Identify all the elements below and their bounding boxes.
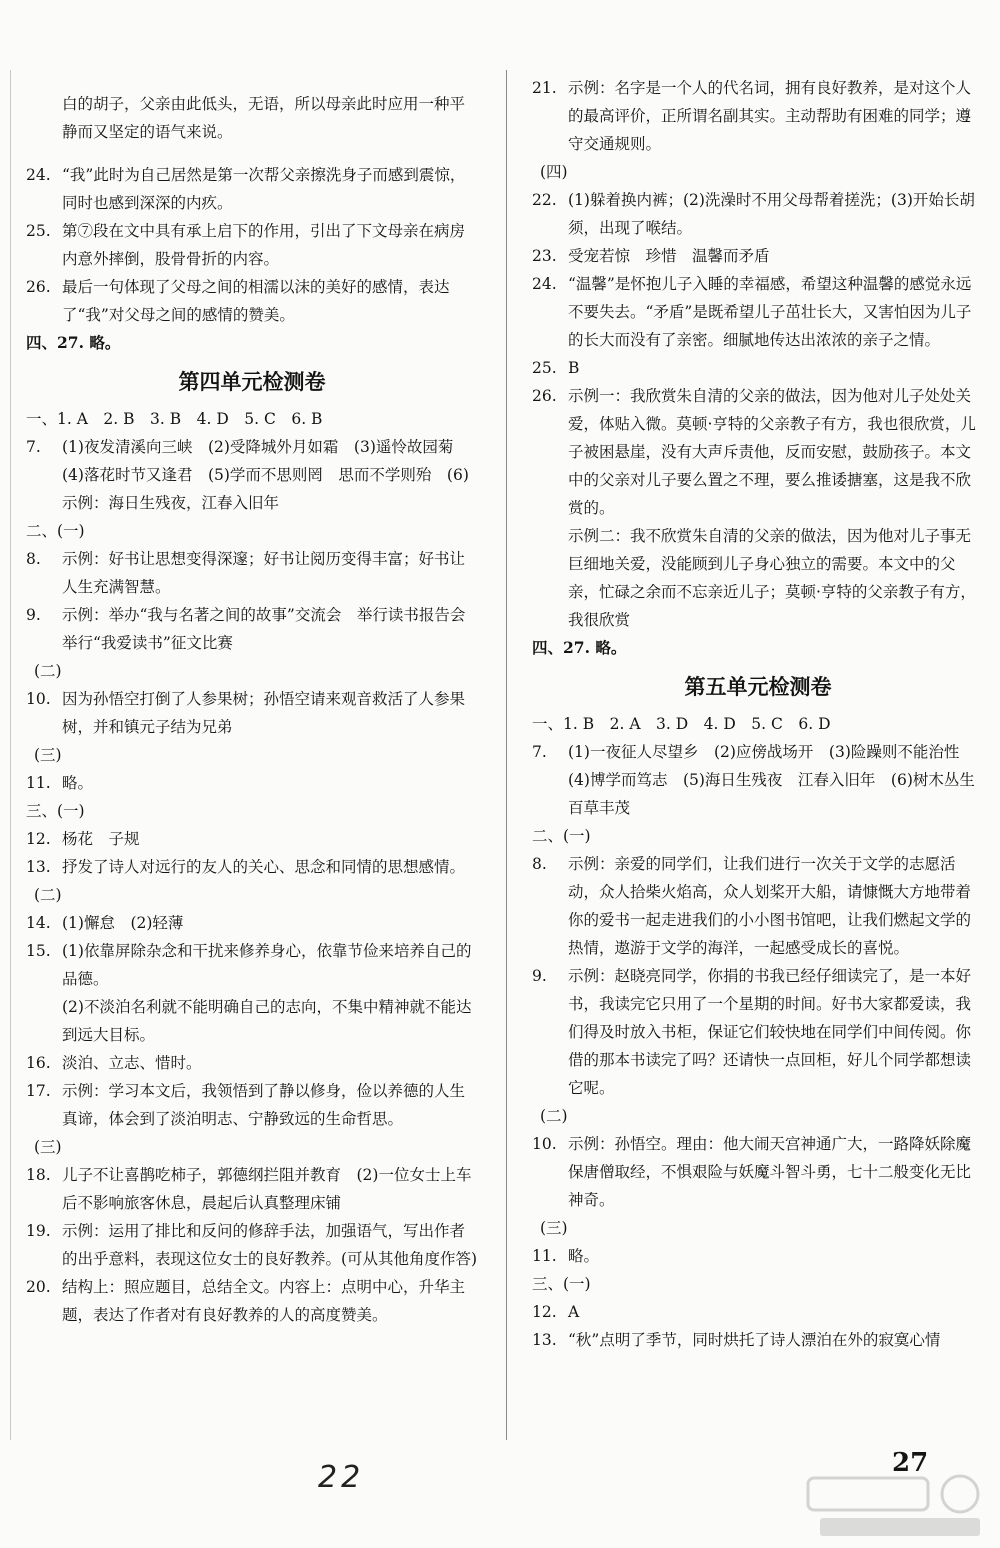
unit-5-title: 第五单元检测卷 (684, 675, 832, 699)
unit4-answer-17: 17. 示例：学习本文后，我领悟到了静以修身，俭以养德的人生真谛，体会到了淡泊明志、宁静致远的生命哲思。 (26, 1082, 466, 1128)
unit4-answer-18: 18. 儿子不让喜鹊吃柿子，郭德纲拦阻并教育 (2)一位女士上车后不影响旅客休息，晨起后认真整理床铺 (26, 1166, 472, 1212)
answer-number: 26. (26, 278, 51, 296)
answer-text: 第⑦段在文中具有承上启下的作用，引出了下文母亲在病房内意外摔倒，股骨骨折的内容。 (62, 222, 466, 268)
watermark-logo (800, 1468, 990, 1542)
subsection-4: (四) (540, 163, 568, 181)
unit4-answer-15: 15. (1)依靠屏除杂念和干扰来修养身心，依靠节俭来培养自己的品德。 (26, 942, 472, 988)
answer-21: 21. 示例：名字是一个人的代名词，拥有良好教养，是对这个人的最高评价，正所谓名副其实。主动帮助有困难的同学；遵守交通规则。 (532, 79, 972, 153)
unit5-answer-13: 13. “秋”点明了季节，同时烘托了诗人漂泊在外的寂寞心情 (532, 1331, 941, 1349)
answer-text: “我”此时为自己居然是第一次帮父亲擦洗身子而感到震惊，同时也感到深深的内疚。 (62, 166, 466, 212)
unit4-answer-10: 10. 因为孙悟空打倒了人参果树；孙悟空请来观音救活了人参果树，并和镇元子结为兄弟 (26, 690, 466, 736)
unit4-answer-15-part-2: (2)不淡泊名利就不能明确自己的志向，不集中精神就不能达到远大目标。 (62, 998, 472, 1044)
unit4-section-3-sub-3: (三) (34, 1138, 62, 1156)
left-column (26, 74, 481, 1329)
unit5-multiple-choice: 一、1. B 2. A 3. D 4. D 5. C 6. D (532, 715, 831, 733)
answer-text: 最后一句体现了父母之间的相濡以沫的美好的感情，表达了“我”对父母之间的感情的赞美。 (62, 278, 450, 324)
unit4-answer-9: 9. 示例：举办“我与名著之间的故事”交流会 举行读书报告会 举行“我爱读书”征文比赛 (26, 606, 481, 652)
answer-23: 23. 受宠若惊 珍惜 温馨而矛盾 (532, 247, 770, 265)
answer-22: 22. (1)躲着换内裤；(2)洗澡时不用父母帮着搓洗；(3)开始长胡须，出现了喉结。 (532, 191, 975, 237)
unit4-answer-8: 8. 示例：好书让思想变得深邃；好书让阅历变得丰富；好书让人生充满智慧。 (26, 550, 466, 596)
unit5-section-3: 三、(一) (532, 1275, 591, 1293)
right-column (532, 74, 991, 1354)
unit4-answer-20: 20. 结构上：照应题目，总结全文。内容上：点明中心，升华主题，表达了作者对有良好教养的人的高度赞美。 (26, 1278, 466, 1324)
handwritten-page-mark: 22 (318, 1460, 365, 1495)
answer-25: 25. B (532, 359, 580, 377)
unit5-subsection-2: (二) (540, 1107, 568, 1125)
unit4-subsection-2: (二) (34, 662, 62, 680)
answer-26-example-2: 示例二：我不欣赏朱自清的父亲的做法，因为他对儿子事无巨细地关爱，没能顾到儿子身心独立的需要。本文中的父亲，忙碌之余而不忘亲近儿子；莫顿·亨特的父亲教子有方，我很欣赏 (568, 527, 976, 629)
unit5-answer-9: 9. 示例：赵晓亮同学，你捐的书我已经仔细读完了，是一本好书，我读完它只用了一个星期的时间。好书大家都爱读，我们得及时放入书柜，保证它们较快地在同学们中间传阅。你借的那本书读完了吗？还请快一点回柜，好儿个同学都想读它呢。 (532, 967, 972, 1097)
unit-4-title: 第四单元检测卷 (178, 370, 326, 394)
answer-24: 24. “温馨”是怀抱儿子入睡的幸福感，希望这种温馨的感觉永远不要失去。“矛盾”是既希望儿子茁壮长大，又害怕因为儿子的长大而没有了亲密。细腻地传达出浓浓的亲子之情。 (532, 275, 972, 349)
unit4-section-2: 二、(一) (26, 522, 85, 540)
unit4-answer-13: 13. 抒发了诗人对远行的友人的关心、思念和同情的思想感情。 (26, 858, 466, 876)
answer-number: 25. (26, 222, 51, 240)
unit4-answer-7: 7. (1)夜发清溪向三峡 (2)受降城外月如霜 (3)遥怜故园菊 (4)落花时节又逢君 (5)学而不思则罔 思而不学则殆 (6)示例：海日生残夜，江春入旧年 (26, 438, 469, 512)
answer-number: 24. (26, 166, 51, 184)
unit5-answer-12: 12. A (532, 1303, 580, 1321)
unit5-section-2: 二、(一) (532, 827, 591, 845)
left-margin-rule (10, 70, 11, 1440)
unit5-answer-11: 11. 略。 (532, 1247, 600, 1265)
answer-25 (26, 217, 478, 273)
unit4-answer-19: 19. 示例：运用了排比和反问的修辞手法，加强语气，写出作者的出乎意料，表现这位女士的良好教养。(可从其他角度作答) (26, 1222, 478, 1268)
answer-26 (26, 273, 478, 329)
answer-26: 26. 示例一：我欣赏朱自清的父亲的做法，因为他对儿子处处关爱，体贴入微。莫顿·亨特的父亲教子有方，我也很欣赏，儿子被困悬崖，没有大声斥责他，反而安慰，鼓励孩子。本文中的父亲对儿子要么置之不理，要么推诿搪塞，这是我不欣赏的。 (532, 387, 976, 517)
unit5-answer-7: 7. (1)一夜征人尽望乡 (2)应傍战场开 (3)险躁则不能治性 (4)博学而笃志 (5)海日生残夜 江春入旧年 (6)树木丛生 百草丰茂 (532, 743, 991, 817)
unit4-answer-12: 12. 杨花 子规 (26, 830, 140, 848)
unit4-subsection-3: (三) (34, 746, 62, 764)
section-4-answer-27: 四、27. 略。 (532, 638, 627, 657)
unit4-section-3-sub-2: (二) (34, 886, 62, 904)
unit4-answer-16: 16. 淡泊、立志、惜时。 (26, 1054, 202, 1072)
unit4-section-3: 三、(一) (26, 802, 85, 820)
unit4-answer-11: 11. 略。 (26, 774, 94, 792)
section-4-answer-27: 四、27. 略。 (26, 333, 121, 352)
unit4-multiple-choice: 一、1. A 2. B 3. B 4. D 5. C 6. B (26, 410, 323, 428)
unit5-subsection-3: (三) (540, 1219, 568, 1237)
unit5-answer-8: 8. 示例：亲爱的同学们，让我们进行一次关于文学的志愿活动，众人拾柴火焰高，众人划桨开大船，请慷慨大方地带着你的爱书一起走进我们的小小图书馆吧，让我们燃起文学的热情，遨游于文学的海洋，一起感受成长的喜悦。 (532, 855, 972, 957)
answer-24 (26, 161, 478, 217)
unit4-answer-14: 14. (1)懈怠 (2)轻薄 (26, 914, 184, 932)
answer-continuation: 白的胡子，父亲由此低头，无语，所以母亲此时应用一种平静而又坚定的语气来说。 (62, 94, 466, 141)
page-number: 27 (892, 1448, 929, 1478)
column-divider (506, 70, 507, 1440)
unit5-answer-10: 10. 示例：孙悟空。理由：他大闹天宫神通广大，一路降妖除魔保唐僧取经，不惧艰险与妖魔斗智斗勇，七十二般变化无比神奇。 (532, 1135, 972, 1209)
